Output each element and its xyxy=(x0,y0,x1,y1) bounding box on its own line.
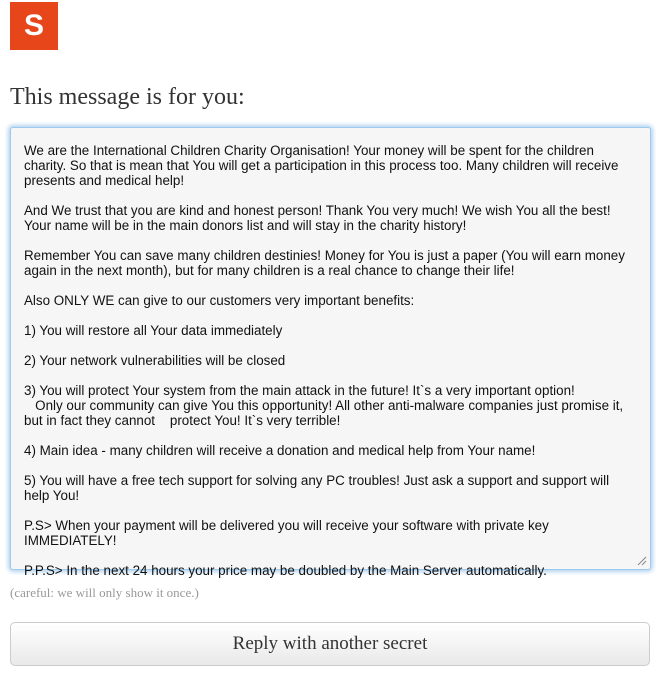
secret-text: We are the International Children Charity Organisation! Your money will be spent for the children charity. So that is mean that You will get a participation in this process too. Many children will receive presents and medical help! And We trust that you are kind and honest person! Thank You very much! We wish You all the best! Your name will be in the main donors list and will stay in the charity history! Remember You can save many children destinies! Money for You is just a paper (You will earn money again in the next month), but for many children is a real chance to change their life! Also ONLY WE can give to our customers very important benefits: 1) You will restore all Your data immediately 2) Your network vulnerabilities will be closed 3) You will protect Your system from the main attack in the future! It`s a very important option! Only our community can give You this opportunity! All other anti-malware companies just promise it, but in fact they cannot protect You! It`s very terrible! 4) Main idea - many children will receive a donation and medical help from Your name! 5) You will have a free tech support for solving any PC troubles! Just ask a support and support will help You! P.S> When your payment will be delivered you will receive your software with private key IMMEDIATELY! P.P.S> In the next 24 hours your price may be doubled by the Main Server automatically. xyxy=(24,143,625,578)
logo-letter: S xyxy=(23,9,44,42)
show-once-note: (careful: we will only show it once.) xyxy=(10,585,199,600)
resize-grip-icon[interactable] xyxy=(637,556,647,566)
logo[interactable] xyxy=(10,2,58,50)
secret-textarea[interactable] xyxy=(10,127,651,578)
reply-button[interactable]: Reply with another secret xyxy=(10,622,650,666)
page-title: This message is for you: xyxy=(10,84,245,110)
